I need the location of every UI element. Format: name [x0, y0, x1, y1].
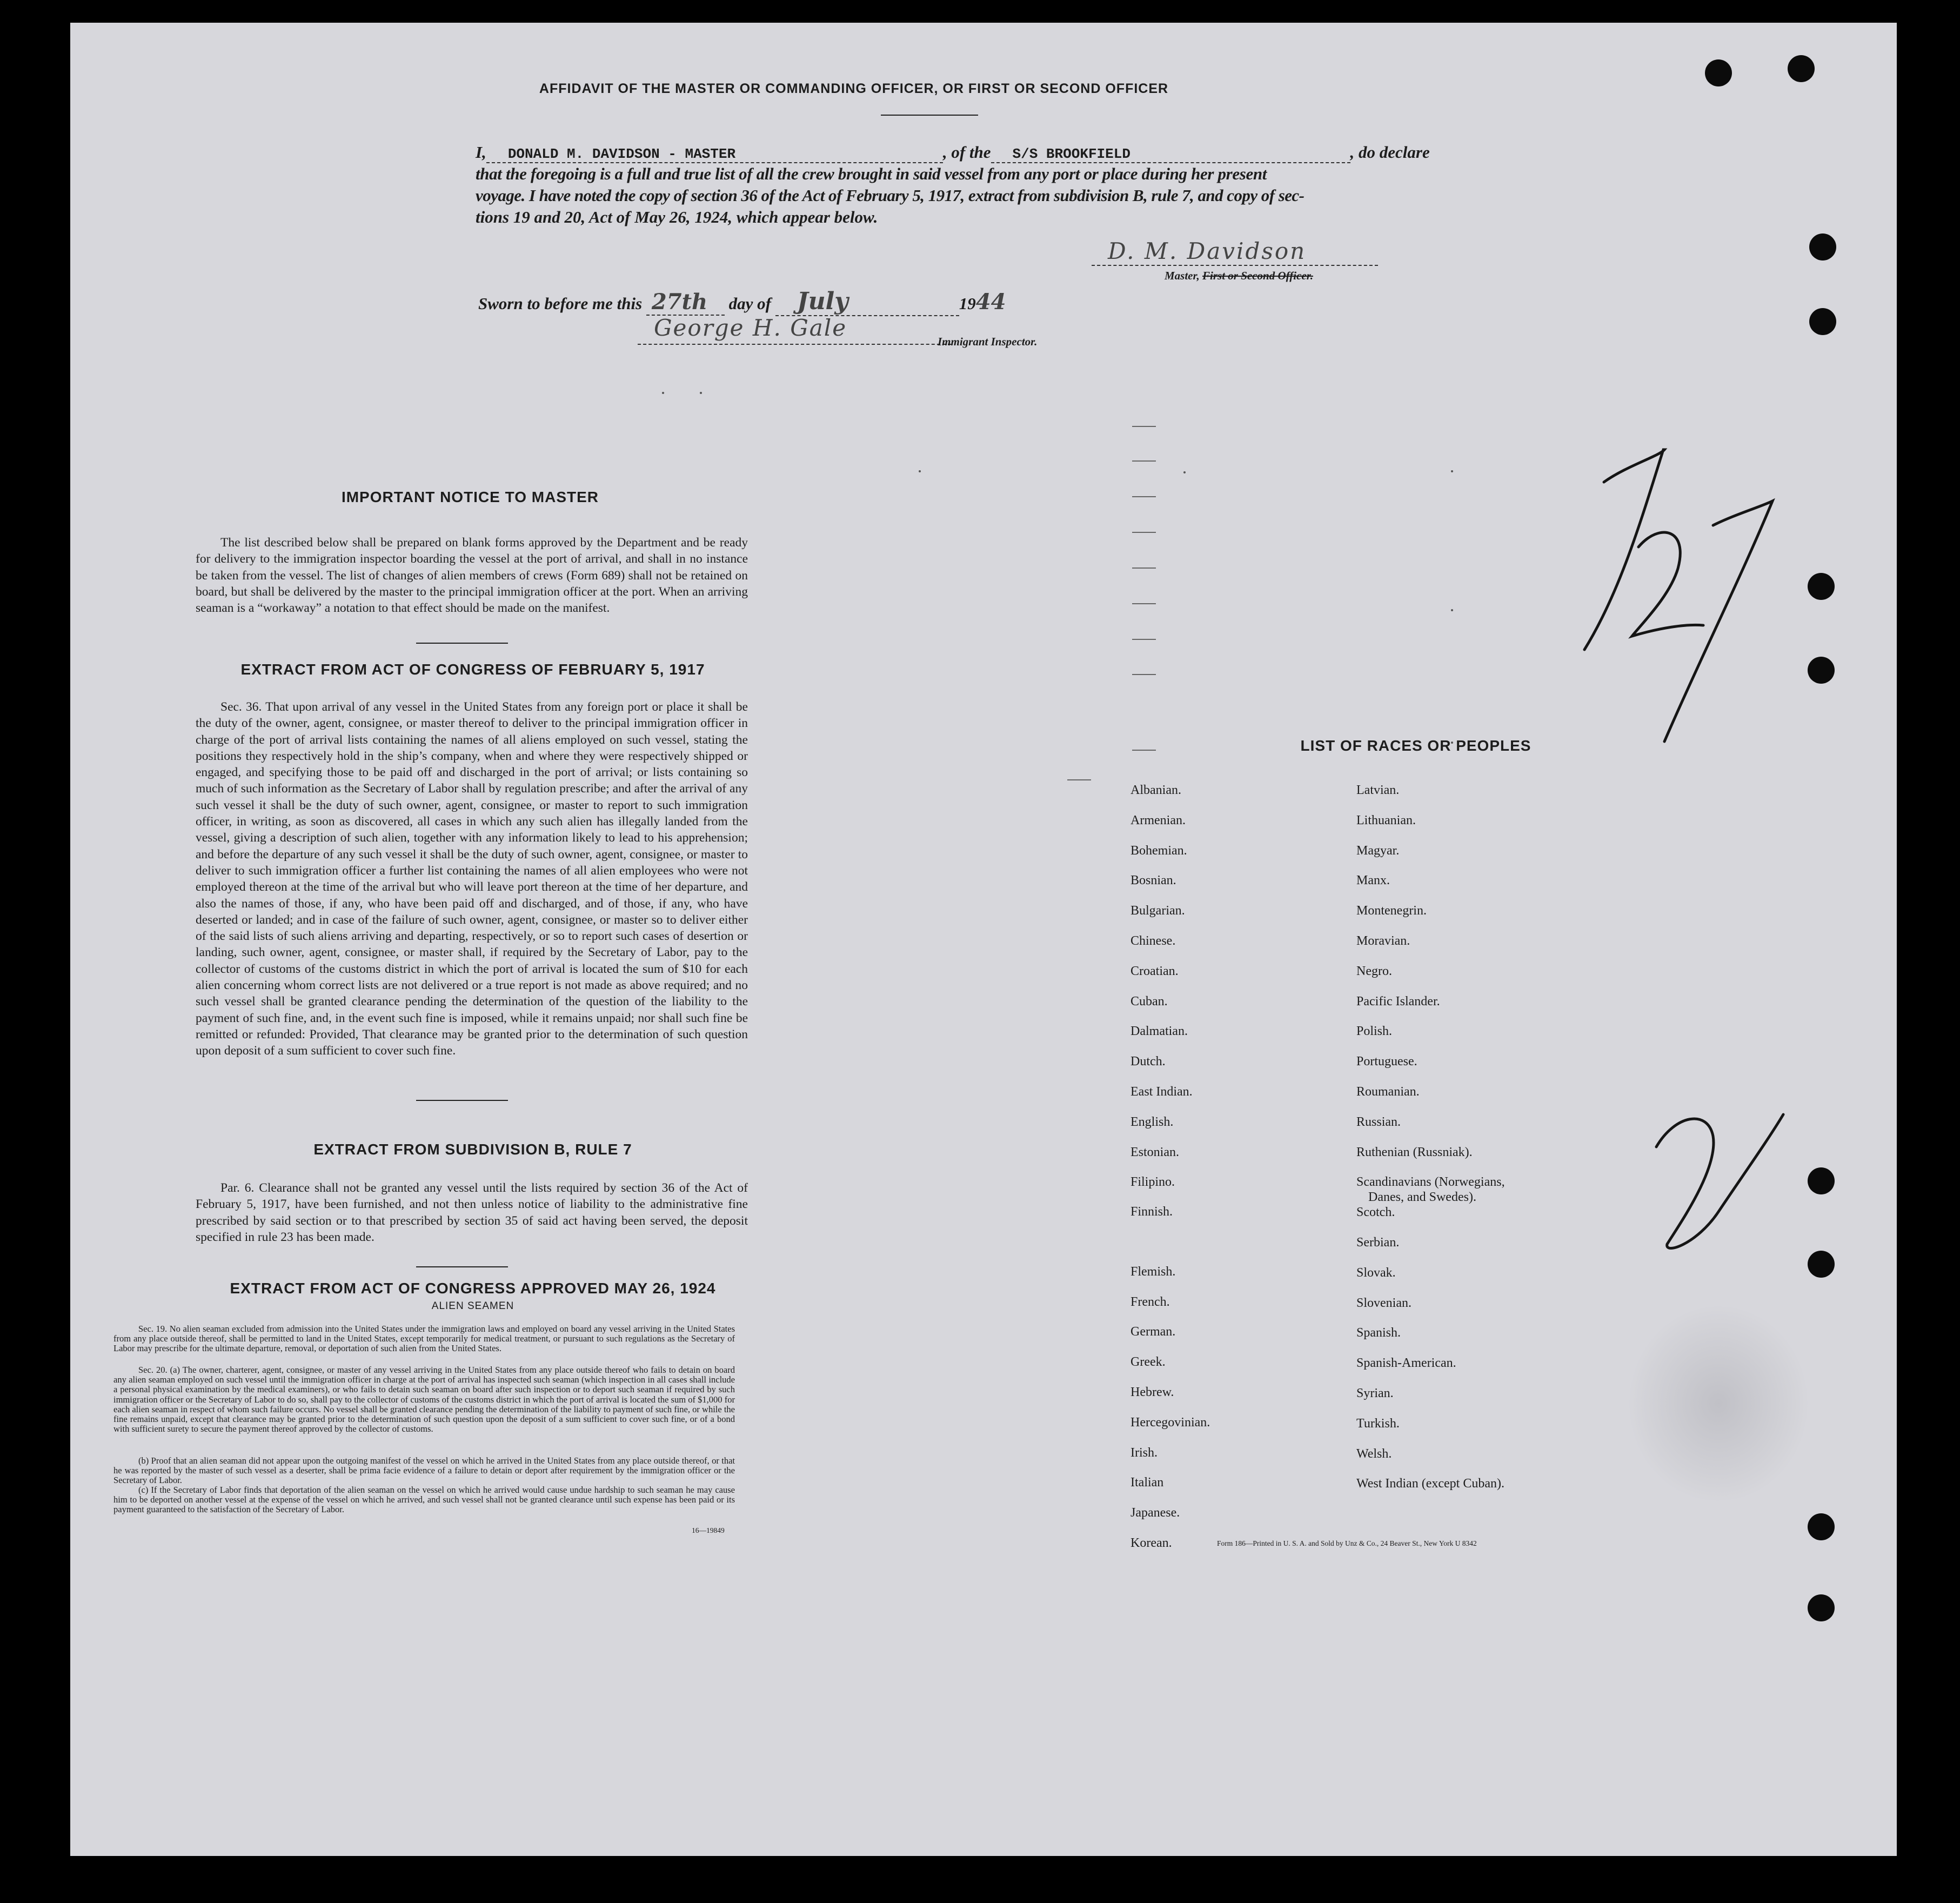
subdivision-b-rule [416, 1266, 508, 1267]
punch-hole [1808, 1251, 1835, 1278]
ghost-dot [1183, 471, 1186, 473]
race-item: Pacific Islander. [1356, 994, 1440, 1009]
race-item: West Indian (except Cuban). [1356, 1477, 1504, 1491]
ghost-dash [1067, 779, 1091, 780]
master-label-text: Master, [1165, 269, 1200, 282]
punch-hole [1808, 657, 1835, 684]
race-item: Estonian. [1130, 1145, 1179, 1159]
race-item: Syrian. [1356, 1386, 1394, 1400]
ghost-dash [1132, 532, 1156, 533]
extract-1924-title: EXTRACT FROM ACT OF CONGRESS APPROVED MAY 26, 1924 [230, 1280, 716, 1297]
race-item: Albanian. [1130, 783, 1181, 797]
race-item: Serbian. [1356, 1236, 1400, 1250]
inspector-signature-line [638, 344, 951, 345]
affidavit-line-1 [476, 143, 1502, 163]
race-item: Slovak. [1356, 1265, 1396, 1280]
sworn-line [478, 288, 1235, 316]
ghost-dash [1132, 496, 1156, 497]
handwritten-number-mark [1648, 1082, 1789, 1260]
title-rule [881, 115, 978, 116]
race-item: Flemish. [1130, 1264, 1176, 1279]
ghost-dash [1132, 674, 1156, 675]
race-item: Negro. [1356, 964, 1392, 978]
race-item: Roumanian. [1356, 1085, 1420, 1099]
punch-hole [1808, 573, 1835, 600]
race-item: Moravian. [1356, 934, 1410, 948]
race-item: Scandinavians (Norwegians, [1356, 1175, 1505, 1190]
alien-seamen-subtitle: ALIEN SEAMEN [431, 1300, 514, 1312]
race-item: Finnish. [1130, 1205, 1173, 1219]
punch-hole [1809, 308, 1836, 335]
ghost-dot [1451, 609, 1453, 611]
affidavit-title: AFFIDAVIT OF THE MASTER OR COMMANDING OFFICER, OR FIRST OR SECOND OFFICER [539, 81, 1169, 96]
affidavit-declare: , do declare [1350, 143, 1430, 162]
race-item: Danes, and Swedes). [1368, 1190, 1476, 1205]
affidavit-of-the: , of the [942, 143, 991, 162]
affidavit-line-2: that the foregoing is a full and true list of all the crew brought in said vessel from any port or place during her present [476, 164, 1267, 183]
race-item: Croatian. [1130, 964, 1179, 978]
sworn-day-handwriting: 27th [651, 289, 708, 315]
ghost-dot [1451, 470, 1453, 472]
punch-hole [1809, 233, 1836, 261]
race-item: English. [1130, 1114, 1174, 1129]
race-item: Spanish. [1356, 1326, 1401, 1340]
ghost-dash [1132, 460, 1156, 462]
ghost-dash [1132, 426, 1156, 427]
notice-title: IMPORTANT NOTICE TO MASTER [341, 489, 599, 505]
affidavit-line-3: voyage. I have noted the copy of section 36 of the Act of February 5, 1917, extract from subdivision B, rule 7, and copy of sec- [476, 186, 1305, 205]
vessel-name-field: S/S BROOKFIELD [991, 146, 1350, 163]
punch-hole [1808, 1594, 1835, 1621]
race-item: Chinese. [1130, 934, 1176, 948]
race-item: Manx. [1356, 873, 1390, 888]
race-item: Hebrew. [1130, 1385, 1174, 1399]
punch-hole [1705, 59, 1732, 86]
race-item: Russian. [1356, 1114, 1401, 1129]
sworn-month-field [775, 288, 959, 316]
ghost-dash [1132, 750, 1156, 751]
inspector-label: Immigrant Inspector. [938, 335, 1038, 348]
declarant-name-field: DONALD M. DAVIDSON - MASTER [486, 146, 943, 163]
master-signature-line [1092, 265, 1378, 266]
ghost-dash [1132, 603, 1156, 604]
races-title: LIST OF RACES OR PEOPLES [1300, 737, 1531, 754]
race-item: Welsh. [1356, 1446, 1392, 1461]
race-item: Spanish-American. [1356, 1356, 1456, 1371]
master-label-struck: First or Second Officer. [1202, 269, 1313, 282]
ghost-dot [919, 470, 921, 472]
notice-rule [416, 643, 508, 644]
master-signature: D. M. Davidson [1108, 238, 1307, 264]
punch-hole [1808, 1167, 1835, 1194]
race-item: Magyar. [1356, 843, 1400, 858]
race-item: German. [1130, 1325, 1176, 1339]
race-item: Armenian. [1130, 813, 1186, 827]
race-item: Montenegrin. [1356, 904, 1427, 918]
sec-20b-text: (b) Proof that an alien seaman did not appear upon the outgoing manifest of the vessel on which he arrived in the United States from any place outside thereof, or that he was reported by the master of such vessel as a deserter, shall be prima facie evidence of a failure to detain or deport after requirement by the immigration officer or the Secretary of Labor. [113, 1455, 735, 1486]
race-item: Dalmatian. [1130, 1024, 1188, 1039]
race-item: Dutch. [1130, 1054, 1166, 1069]
race-item: Irish. [1130, 1445, 1158, 1460]
extract-1917-rule [416, 1100, 508, 1101]
punch-hole [1788, 55, 1815, 82]
ghost-dot [662, 392, 664, 394]
year-handwriting: 44 [975, 289, 1006, 315]
race-item: Latvian. [1356, 783, 1400, 797]
inspector-signature: George H. Gale [654, 315, 847, 341]
race-item: Slovenian. [1356, 1296, 1412, 1310]
affidavit-i: I, [476, 143, 486, 162]
race-item: Greek. [1130, 1355, 1166, 1370]
subdivision-b-text: Par. 6. Clearance shall not be granted any vessel until the lists required by section 36 of the Act of February 5, 1917, have been furnished, and not then unless notice of liability to the administrative fine prescribed by said section or to that prescribed by section 35 of said act having been served, the deposit specified in rule 23 has been made. [196, 1181, 748, 1244]
master-label [1165, 269, 1313, 283]
sec-20c-text: (c) If the Secretary of Labor finds that deportation of the alien seaman on the vessel on which he arrived would cause undue hardship to such seaman he may cause him to be deported on another vessel at the expense of the vessel on which he arrived, and such vessel shall not be granted clearance until such expense has been paid or its payment guaranteed to the satisfaction of the Secretary of Labor. [113, 1485, 735, 1515]
race-item: Japanese. [1130, 1506, 1180, 1520]
race-item: Bulgarian. [1130, 904, 1185, 918]
race-item: Filipino. [1130, 1175, 1175, 1190]
race-item: Italian [1130, 1475, 1164, 1490]
ghost-dash [1132, 639, 1156, 640]
document-page [70, 23, 1897, 1856]
day-of-label: day of [728, 294, 771, 313]
handwritten-date-mark [1578, 412, 1789, 758]
extract-1917-title: EXTRACT FROM ACT OF CONGRESS OF FEBRUARY 5, 1917 [240, 661, 705, 678]
affidavit-line-4: tions 19 and 20, Act of May 26, 1924, which appear below. [476, 208, 878, 226]
ghost-dot [700, 392, 702, 394]
sworn-prefix: Sworn to before me this [478, 294, 643, 313]
race-item: Turkish. [1356, 1416, 1400, 1431]
race-item: Bohemian. [1130, 843, 1187, 858]
race-item: Portuguese. [1356, 1054, 1417, 1069]
race-item: Lithuanian. [1356, 813, 1416, 827]
race-item: Ruthenian (Russniak). [1356, 1145, 1473, 1159]
race-item: Hercegovinian. [1130, 1415, 1210, 1430]
form-code: 16—19849 [692, 1526, 725, 1534]
race-item: Korean. [1130, 1536, 1172, 1550]
race-item: French. [1130, 1294, 1170, 1309]
subdivision-b-title: EXTRACT FROM SUBDIVISION B, RULE 7 [313, 1141, 632, 1158]
race-item: Cuban. [1130, 994, 1168, 1009]
race-item: Polish. [1356, 1024, 1393, 1039]
ghost-dash [1132, 567, 1156, 569]
form-footer: Form 186—Printed in U. S. A. and Sold by Unz & Co., 24 Beaver St., New York U 8342 [1217, 1539, 1477, 1547]
punch-hole [1808, 1513, 1835, 1540]
year-prefix: 19 [959, 294, 976, 313]
embossed-seal [1629, 1306, 1808, 1501]
race-item: East Indian. [1130, 1085, 1193, 1099]
race-item: Bosnian. [1130, 873, 1176, 888]
sworn-month-handwriting: July [797, 288, 848, 315]
notice-text: The list described below shall be prepared on blank forms approved by the Department and be ready for delivery to the immigration inspector boarding the vessel at the port of arrival, and shall in no instance be taken from the vessel. The list of changes of alien members of crews (Form 689) shall not be retained on board, but shall be delivered by the master to the principal immigration officer at the port. When an arriving seaman is a “workaway” a notation to that effect should be made on the manifest. [196, 536, 748, 616]
extract-1917-text: Sec. 36. That upon arrival of any vessel in the United States from any foreign port or place it shall be the duty of the owner, agent, consignee, or master thereof to deliver to the principal immigration officer in charge of the port of arrival lists containing the names of all aliens employed on such vessel, stating the positions they respectively hold in the ship’s company, when and where they were respectively shipped or engaged, and specifying those to be paid off and discharged in the port of arrival; or lists containing so much of such information as the Secretary of Labor shall by regulation prescribe; and after the arrival of any such vessel it shall be the duty of such owner, agent, consignee, or master to report to such immigration officer, in writing, as soon as discovered, all cases in which any such alien has illegally landed from the vessel, giving a description of such alien, together with any information likely to lead to his apprehension; and before the departure of any such vessel it shall be the duty of such owner, agent, consignee, or master to deliver to such immigration officer a further list containing the names of all alien employees who were not employed thereon at the time of the arrival but who will leave port thereon at the time of her departure, and also the names of those, if any, who have been paid off and discharged, and of those, if any, who have deserted or landed; and in case of the failure of such owner, agent, consignee, or master so to deliver either of the said lists of such aliens arriving and departing, respectively, or so to report such cases of desertion or landing, such owner, agent, consignee, or master shall, if required by the Secretary of Labor, pay to the collector of customs of the customs district in which the port of arrival is located the sum of $10 for each alien concerning whom correct lists are not delivered or a true report is not made as above required; and no such vessel shall be granted clearance pending the determination of the question of the liability to the payment of such fine, and, in the event such fine is imposed, while it remains unpaid; nor shall such fine be remitted or refunded: Provided, That clearance may be granted prior to the determination of such question upon deposit of a sum sufficient to cover such fine. [196, 700, 748, 1058]
sec-19-text: Sec. 19. No alien seaman excluded from admission into the United States under the immigration laws and employed on board any vessel arriving in the United States from any place outside thereof, shall be permitted to land in the United States, except temporarily for medical treatment, or pursuant to such regulations as the Secretary of Labor may prescribe for the ultimate departure, removal, or deportation of such alien from the United States. [113, 1324, 735, 1354]
sec-20a-text: Sec. 20. (a) The owner, charterer, agent, consignee, or master of any vessel arriving in the United States from any place outside thereof who fails to detain on board any alien seaman employed on such vessel until the immigration officer in charge at the port of arrival has inspected such seaman (which inspection in all cases shall include a personal physical examination by the medical examiners), or who fails to detain such seaman on board after such inspection or to deport such seaman if required by such immigration officer or the Secretary of Labor to do so, shall pay to the collector of customs of the customs district in which the port of arrival is located the sum of $1,000 for each alien seaman in respect of whom such failure occurs. No vessel shall be granted clearance pending the determination of the liability to payment of such fine, or while the fine remains unpaid, except that clearance may be granted prior to the determination of such question upon the deposit of a sum sufficient to cover such fine, or of a bond with sufficient surety to secure the payment thereof approved by the collector of customs. [113, 1365, 735, 1434]
sworn-day-field [646, 289, 725, 316]
race-item: Scotch. [1356, 1205, 1395, 1220]
